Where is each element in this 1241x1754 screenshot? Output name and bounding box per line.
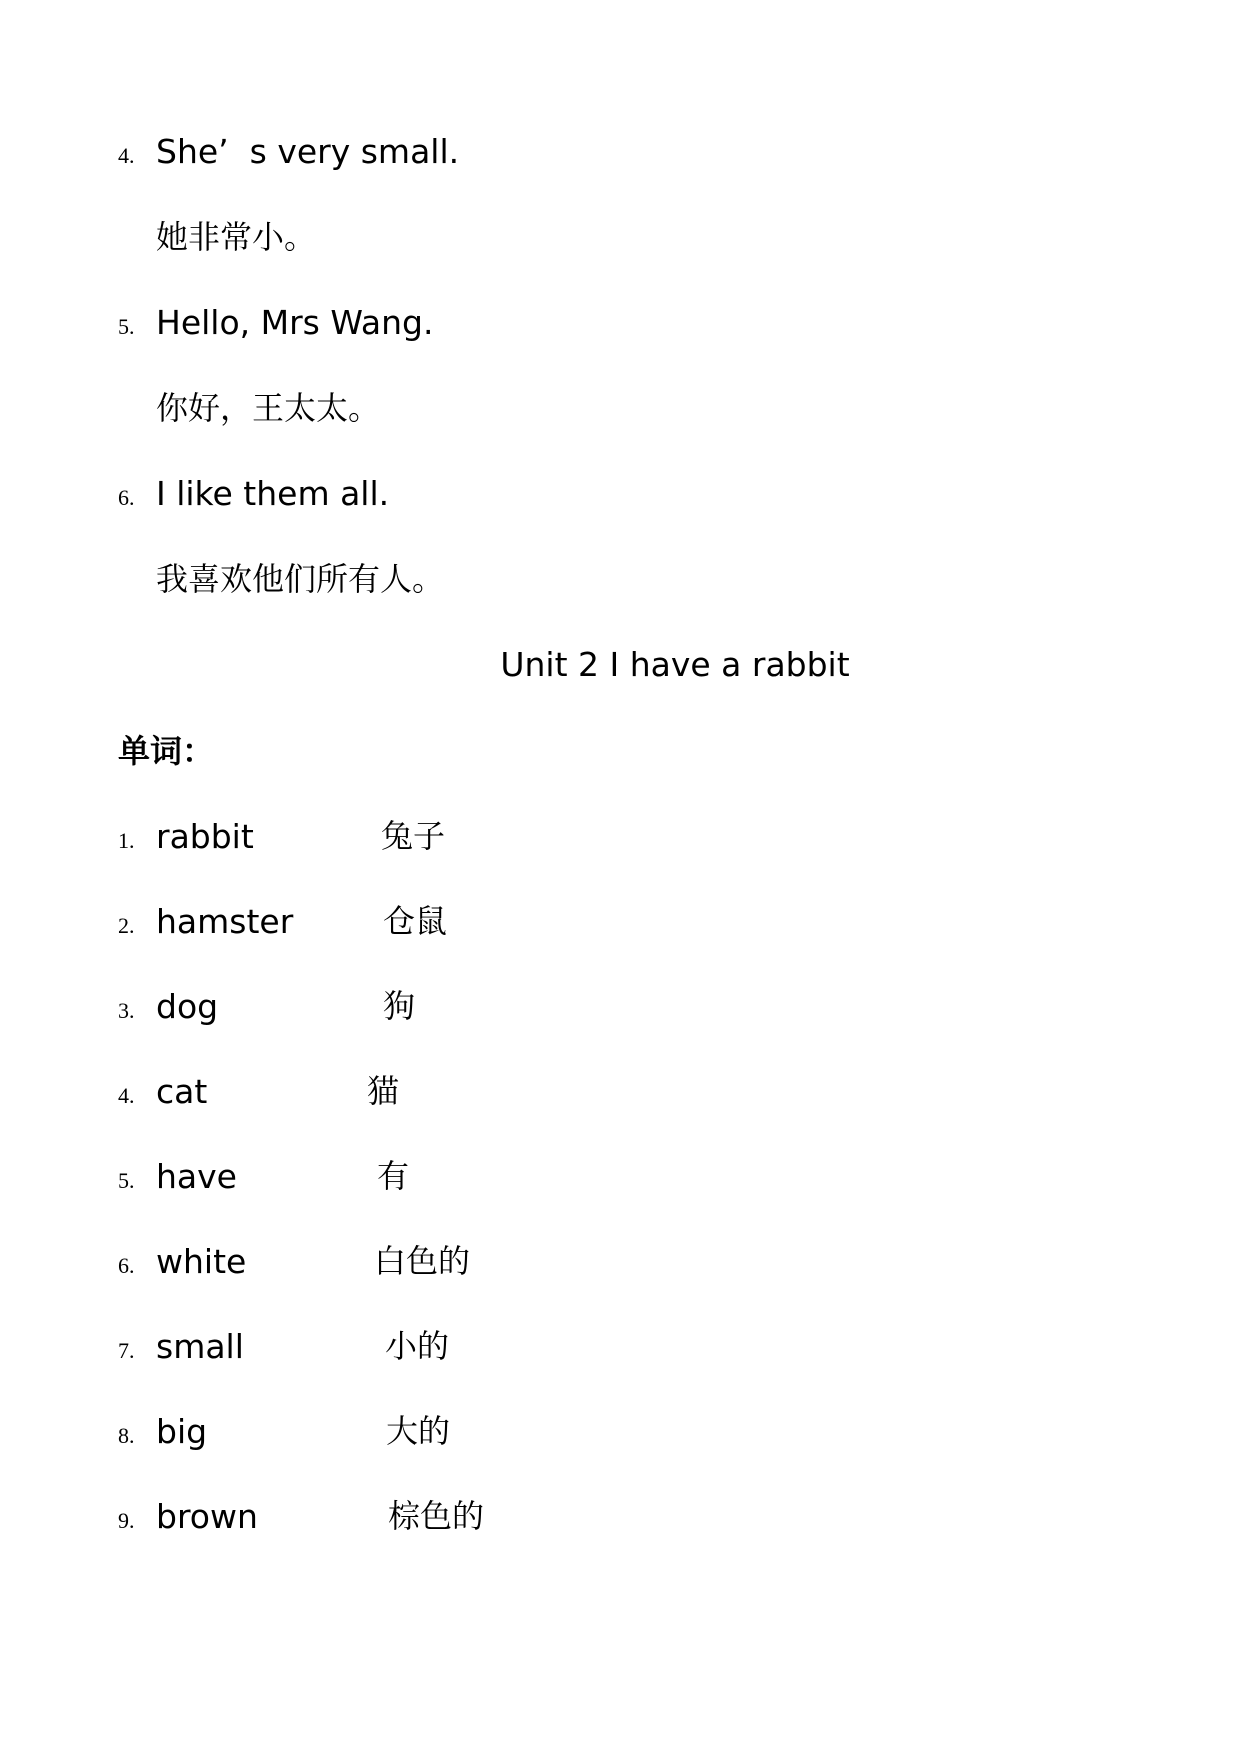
vocab-chinese: 有 bbox=[377, 1157, 410, 1195]
vocab-chinese: 仓鼠 bbox=[383, 902, 448, 940]
sentence-number: 5. bbox=[118, 314, 135, 339]
vocab-number: 7. bbox=[118, 1338, 135, 1363]
vocab-number: 8. bbox=[118, 1423, 135, 1448]
sentence-chinese: 我喜欢他们所有人。 bbox=[156, 560, 445, 598]
sentence-number: 6. bbox=[118, 485, 135, 510]
sentence-chinese: 你好，王太太。 bbox=[156, 389, 381, 427]
unit-title: Unit 2 I have a rabbit bbox=[500, 645, 850, 684]
sentence-number: 4. bbox=[118, 143, 135, 168]
vocab-chinese: 兔子 bbox=[381, 817, 446, 855]
sentence-chinese: 她非常小。 bbox=[156, 218, 317, 256]
sentence-english: She’ s very small. bbox=[156, 132, 460, 171]
vocab-number: 6. bbox=[118, 1253, 135, 1278]
vocab-english: white bbox=[156, 1242, 247, 1281]
vocab-number: 2. bbox=[118, 913, 135, 938]
vocab-chinese: 大的 bbox=[386, 1412, 451, 1450]
vocab-number: 3. bbox=[118, 998, 135, 1023]
vocab-english: cat bbox=[156, 1072, 208, 1111]
sentence-english: Hello, Mrs Wang. bbox=[156, 303, 434, 342]
vocab-english: dog bbox=[156, 987, 219, 1026]
vocab-chinese: 猫 bbox=[367, 1072, 400, 1110]
vocab-number: 5. bbox=[118, 1168, 135, 1193]
vocab-english: big bbox=[156, 1412, 208, 1451]
vocab-number: 9. bbox=[118, 1508, 135, 1533]
vocab-number: 4. bbox=[118, 1083, 135, 1108]
vocab-number: 1. bbox=[118, 828, 135, 853]
sentence-english: I like them all. bbox=[156, 474, 390, 513]
vocab-english: have bbox=[156, 1157, 237, 1196]
vocab-heading: 单词： bbox=[118, 732, 215, 770]
vocab-english: rabbit bbox=[156, 817, 254, 856]
vocab-english: small bbox=[156, 1327, 244, 1366]
vocab-chinese: 棕色的 bbox=[388, 1497, 485, 1535]
vocab-chinese: 小的 bbox=[385, 1327, 450, 1365]
vocab-english: hamster bbox=[156, 902, 294, 941]
vocab-chinese: 白色的 bbox=[374, 1242, 471, 1280]
vocab-chinese: 狗 bbox=[383, 987, 416, 1025]
vocab-english: brown bbox=[156, 1497, 258, 1536]
